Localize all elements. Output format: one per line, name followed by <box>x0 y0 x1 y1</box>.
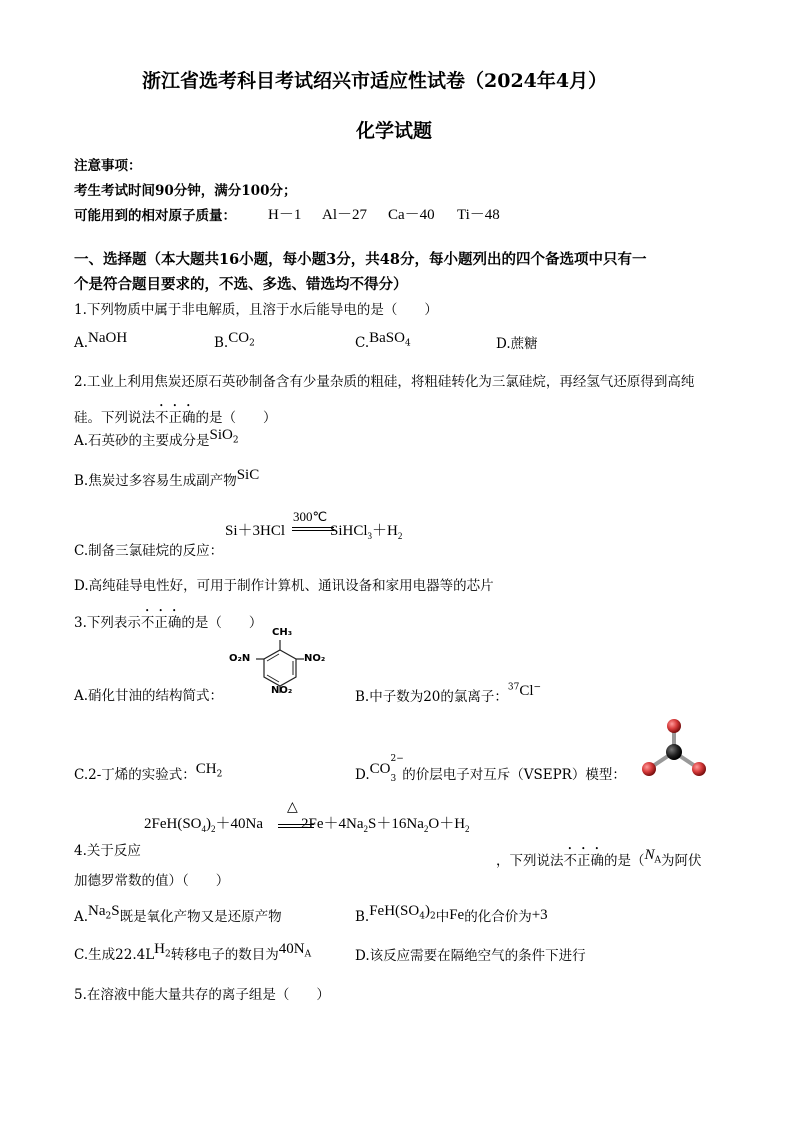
q4-eq-condition: △ <box>287 799 298 815</box>
q2-b-formula: SiC <box>236 467 260 483</box>
q4-equals-bar-bottom <box>278 827 314 828</box>
q4-c-val: 40N <box>278 941 305 957</box>
mass-ca: Ca－40 <box>388 207 435 223</box>
section1-heading-line1: 一、选择题（本大题共16小题，每小题3分，共48分，每小题列出的四个备选项中只有一 <box>74 251 647 268</box>
q2-c-right2: ＋H <box>372 523 398 539</box>
section1-heading-line2: 个是符合题目要求的，不选、多选、错选均不得分） <box>74 276 408 293</box>
exam-title: 浙江省选考科目考试绍兴市适应性试卷（2024年4月） <box>142 70 608 92</box>
q3-stem-pre: 3.下列表示 <box>74 615 141 631</box>
q3-stem-emphasis: 不正确 <box>140 615 182 631</box>
q1-option-c: C.BaSO$_4$ <box>355 330 411 351</box>
benzene-ring <box>264 650 296 686</box>
vsepr-model-image <box>638 716 710 778</box>
q4-eq-right2: S＋16Na <box>368 816 424 832</box>
q2-c-equals-bar-top <box>292 527 334 528</box>
q2-c-equation: Si＋3HCl $SiHCl_3+H_2$ <box>225 523 403 541</box>
q4-stem-rest <box>496 845 702 869</box>
q4-eq-left3: ＋40Na <box>215 816 264 832</box>
q4-equals-bar-top <box>278 824 314 825</box>
q4-eq-left: 2FeH(SO <box>144 816 202 832</box>
q3-d-formula: CO <box>369 761 391 777</box>
q1-option-b: $B.CO_2$ <box>214 330 255 351</box>
q3-d-label: D. <box>355 767 370 783</box>
q1-option-d: D.蔗糖 <box>496 336 538 352</box>
q4-c-val-sub: A <box>304 949 312 960</box>
notes-line1: 考生考试时间90分钟，满分100分； <box>74 183 297 199</box>
q4-c-text: C.生成22.4L <box>74 947 155 963</box>
q2-a-text: A.石英砂的主要成分是 <box>74 433 210 449</box>
q1-b-label: B. <box>214 335 229 351</box>
q4-option-d: D.该反应需要在隔绝空气的条件下进行 <box>355 948 586 964</box>
q3-a-structure-diagram <box>222 628 332 708</box>
q4-eq-right: 2Fe＋4Na <box>301 816 364 832</box>
notes-line2-label: 可能用到的相对原子质量： <box>74 208 236 224</box>
q4-c-h2: H <box>154 941 166 957</box>
q2-option-b <box>74 467 260 489</box>
q4-stem-tail: 为阿伏 <box>661 853 702 869</box>
carbon-atom-center <box>666 744 682 760</box>
q2-stem-pre: 硅。下列说法 <box>74 410 155 426</box>
q1-b-formula: CO <box>228 330 250 346</box>
q3-a-no2-right: NO₂ <box>304 653 326 664</box>
q3-option-a-text: A.硝化甘油的结构简式： <box>74 688 224 704</box>
q2-c-condition: 300℃ <box>293 509 328 524</box>
notes-heading: 注意事项： <box>74 158 142 174</box>
q4-option-a: $A.Na_2S$既是氧化产物又是还原产物 <box>74 903 282 925</box>
q2-option-c-text: C.制备三氯硅烷的反应： <box>74 543 224 559</box>
q3-b-mass: 37 <box>507 682 520 693</box>
q1-a-formula: NaOH <box>88 330 128 346</box>
q5-stem: 5.在溶液中能大量共存的离子组是（ ） <box>74 987 330 1003</box>
q3-a-ch3: CH₃ <box>272 627 293 638</box>
q4-b-label: B. <box>355 909 370 925</box>
q2-stem-emphasis: 不正确 <box>155 410 196 426</box>
q4-a-formula2: S <box>111 903 120 919</box>
mass-al: Al－27 <box>322 207 368 223</box>
q1-stem: 1.下列物质中属于非电解质，且溶于水后能导电的是（ ） <box>74 302 438 318</box>
q3-b-symbol: Cl <box>519 683 534 699</box>
q4-b-formula2: ) <box>424 903 430 919</box>
oxygen-atom-right <box>692 762 706 776</box>
q4-na-symbol: N <box>644 847 655 863</box>
q4-option-c: C.生成$22.4LH_2$转移电子的数目为$40N_A$ <box>74 941 312 963</box>
q2-a-formula: SiO <box>209 427 233 443</box>
q3-a-no2-left: O₂N <box>229 653 251 664</box>
q3-option-c: C.2-丁烯的实验式：$CH_2$ <box>74 761 223 783</box>
q3-option-b <box>355 682 542 705</box>
exam-subtitle: 化学试题 <box>356 120 433 142</box>
q3-a-no2-bottom: NO₂ <box>271 685 293 696</box>
q3-b-text: B.中子数为20的氯离子： <box>355 689 508 705</box>
q2-c-equals-bar-bottom <box>292 530 334 531</box>
q1-a-label: A. <box>74 335 89 351</box>
q4-stem-pre: 4.关于反应 <box>74 843 141 859</box>
q4-option-b: $B.FeH(SO_4)_2$中Fe的化合价为+3 <box>355 903 548 925</box>
q3-stem-post: 的是（ ） <box>181 615 263 631</box>
q4-a-label: A. <box>74 909 89 925</box>
q4-equation: $2FeH(SO_4)_2+40Na$ $2Fe+4Na_2S+16Na_2O+H_2$ <box>144 816 470 834</box>
q4-a-text: 既是氧化产物又是还原产物 <box>119 909 282 925</box>
q3-c-text: C.2-丁烯的实验式： <box>74 767 196 783</box>
q2-stem-line2 <box>74 402 277 426</box>
q1-c-formula: BaSO <box>369 330 405 346</box>
mass-h: H－1 <box>268 207 302 223</box>
q4-c-text2: 转移电子的数目为 <box>170 947 279 963</box>
q2-stem-post: 的是（ ） <box>195 410 277 426</box>
mass-ti: Ti－48 <box>457 207 500 223</box>
q2-option-d: D.高纯硅导电性好，可用于制作计算机、通讯设备和家用电器等的芯片 <box>74 578 494 594</box>
q3-b-charge: − <box>533 682 542 693</box>
q3-d-text: 的价层电子对互斥（VSEPR）模型： <box>402 767 626 783</box>
q4-b-val: +3 <box>531 907 548 923</box>
q3-option-d: D.CO 2− $_3$ 的价层电子对互斥（VSEPR）模型： <box>355 754 626 784</box>
q4-b-mid: 中 <box>435 909 450 925</box>
q4-stem-post: 的是（ <box>604 853 645 869</box>
q2-c-left: Si＋3HCl <box>225 523 286 539</box>
q4-stem-emphasis: 不正确 <box>563 853 604 869</box>
q2-b-text: B.焦炭过多容易生成副产物 <box>74 473 237 489</box>
q4-b-fe: Fe <box>449 907 465 923</box>
q4-stem-line2: 加德罗常数的值）（ ） <box>74 873 230 889</box>
q2-option-a: A.石英砂的主要成分是SiO$_2$ <box>74 427 239 449</box>
q4-a-formula: Na <box>88 903 106 919</box>
q4-na-sub: A <box>654 855 662 866</box>
q4-eq-right3: O＋H <box>428 816 466 832</box>
q4-b-text: 的化合价为 <box>464 909 532 925</box>
q4-stem-mid: ，下列说法 <box>496 853 564 869</box>
oxygen-atom-top <box>667 719 681 733</box>
q3-c-formula: CH <box>195 761 217 777</box>
q2-stem-line1: 2.工业上利用焦炭还原石英砂制备含有少量杂质的粗硅，将粗硅转化为三氯硅烷，再经氢气还原得到高纯 <box>74 374 695 390</box>
q2-c-right: SiHCl <box>330 523 368 539</box>
q1-option-a <box>74 330 128 351</box>
q4-b-formula: FeH(SO <box>369 903 420 919</box>
q1-c-label: C. <box>355 335 370 351</box>
q4-eq-left2: ) <box>206 816 212 832</box>
oxygen-atom-left <box>642 762 656 776</box>
